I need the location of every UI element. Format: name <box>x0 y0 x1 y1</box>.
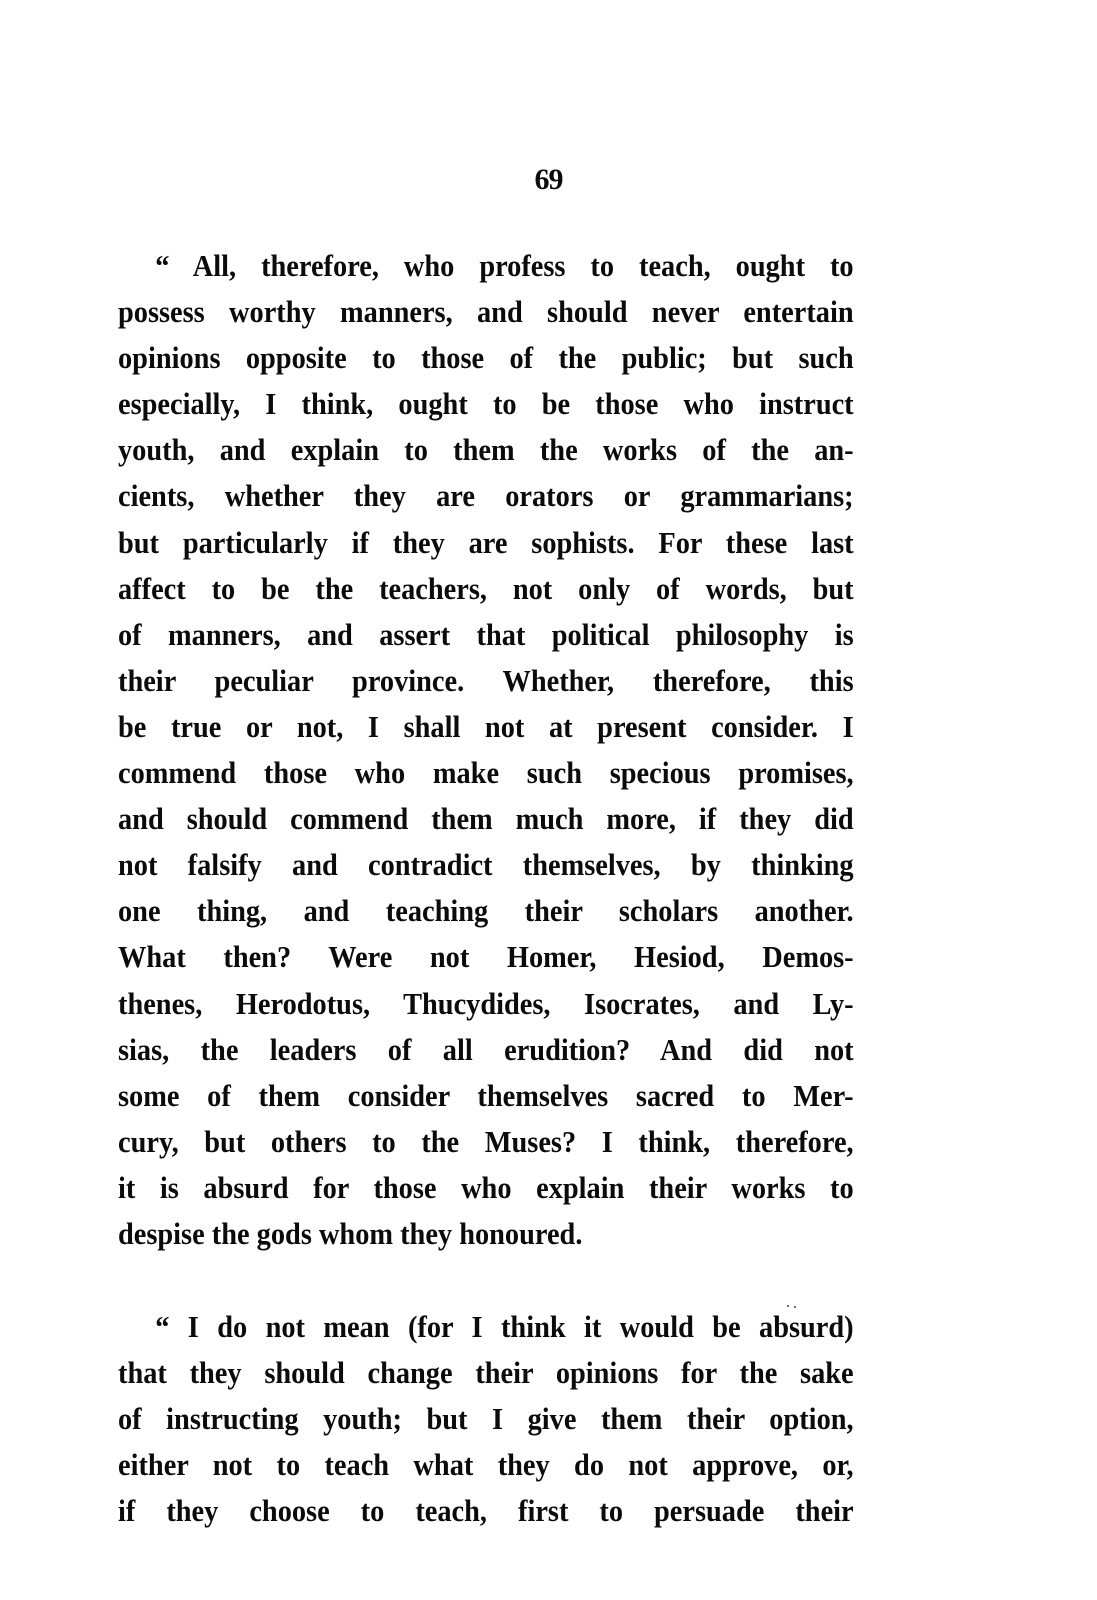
text-line: affect to be the teachers, not only of words, but <box>118 571 854 606</box>
text-line: commend those who make such specious promises, <box>118 756 854 791</box>
text-line: possess worthy manners, and should never entertain <box>118 295 854 330</box>
text-line: What then? Were not Homer, Hesiod, Demos- <box>118 940 854 975</box>
text-line: despise the gods whom they honoured. <box>118 1216 583 1251</box>
text-line: not falsify and contradict themselves, by thinking <box>118 848 854 883</box>
text-line: of manners, and assert that political philosophy is <box>118 617 854 652</box>
text-line: their peculiar province. Whether, therefore, this <box>118 663 854 698</box>
text-line: be true or not, I shall not at present consider. I <box>118 709 854 744</box>
text-line: some of them consider themselves sacred to Mer- <box>118 1078 854 1113</box>
paragraph-2 <box>118 1304 854 1534</box>
text-line: either not to teach what they do not approve, or, <box>118 1448 854 1483</box>
page-number: 69 <box>534 163 563 196</box>
text-line: but particularly if they are sophists. For these last <box>118 525 854 560</box>
text-line: sias, the leaders of all erudition? And did not <box>118 1032 854 1067</box>
text-line: “ All, therefore, who profess to teach, ought to <box>155 249 854 283</box>
text-line: thenes, Herodotus, Thucydides, Isocrates, and Ly- <box>118 986 854 1021</box>
text-line: youth, and explain to them the works of the an- <box>118 433 854 468</box>
text-line: especially, I think, ought to be those who instruct <box>118 387 854 422</box>
paragraph-1 <box>118 243 854 1257</box>
text-line: cury, but others to the Muses? I think, therefore, <box>118 1124 854 1159</box>
text-line: opinions opposite to those of the public; but such <box>118 341 854 376</box>
text-line: of instructing youth; but I give them their option, <box>118 1402 854 1437</box>
text-line: that they should change their opinions for the sake <box>118 1356 854 1391</box>
text-line: and should commend them much more, if they did <box>118 802 854 837</box>
text-line: if they choose to teach, first to persuade their <box>118 1494 854 1529</box>
text-line: “ I do not mean (for I think it would be absurd) <box>155 1310 854 1344</box>
text-line: it is absurd for those who explain their works to <box>118 1170 854 1205</box>
text-line: cients, whether they are orators or grammarians; <box>118 479 854 514</box>
text-line: one thing, and teaching their scholars another. <box>118 894 854 929</box>
